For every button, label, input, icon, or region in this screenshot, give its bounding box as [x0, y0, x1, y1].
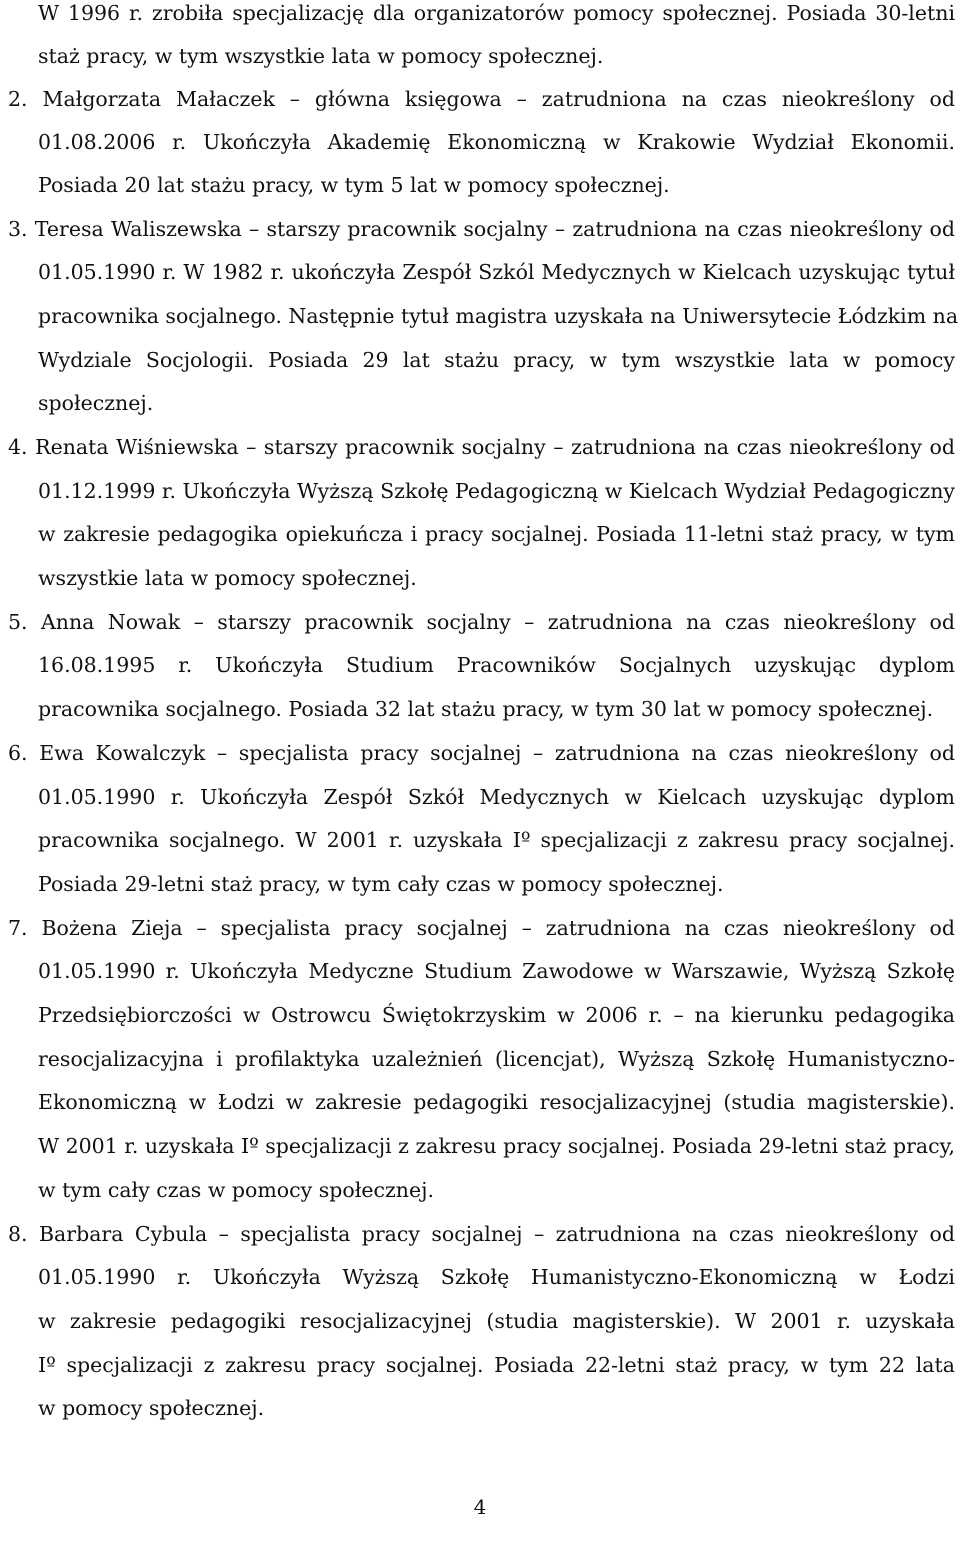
text-line: w tym cały czas w pomocy społecznej. — [38, 1178, 434, 1202]
text-line: Wydziale Socjologii. Posiada 29 lat stażu pracy, w tym wszystkie lata w pomocy — [38, 348, 955, 372]
text-line: 01.05.1990 r. Ukończyła Zespół Szkół Medycznych w Kielcach uzyskując dyplom — [38, 785, 955, 809]
text-line: 01.08.2006 r. Ukończyła Akademię Ekonomiczną w Krakowie Wydział Ekonomii. — [38, 130, 955, 154]
list-item-2-heading: 2. Małgorzata Małaczek – główna księgowa – zatrudniona na czas nieokreślony od — [8, 87, 955, 111]
text-line: W 2001 r. uzyskała Iº specjalizacji z zakresu pracy socjalnej. Posiada 29-letni staż pracy, — [38, 1134, 955, 1158]
list-item-4-heading: 4. Renata Wiśniewska – starszy pracownik socjalny – zatrudniona na czas nieokreślony od — [8, 435, 955, 459]
list-item-7-heading: 7. Bożena Zieja – specjalista pracy socjalnej – zatrudniona na czas nieokreślony od — [8, 916, 955, 940]
text-line: w pomocy społecznej. — [38, 1396, 265, 1420]
text-line: Posiada 29-letni staż pracy, w tym cały czas w pomocy społecznej. — [38, 872, 724, 896]
list-item-5-heading: 5. Anna Nowak – starszy pracownik socjalny – zatrudniona na czas nieokreślony od — [8, 610, 955, 634]
text-line: 01.05.1990 r. Ukończyła Wyższą Szkołę Humanistyczno-Ekonomiczną w Łodzi — [38, 1265, 955, 1289]
text-line: w zakresie pedagogika opiekuńcza i pracy socjalnej. Posiada 11-letni staż pracy, w tym — [38, 522, 955, 546]
text-line: pracownika socjalnego. Posiada 32 lat stażu pracy, w tym 30 lat w pomocy społecznej. — [38, 697, 934, 721]
text-line: 16.08.1995 r. Ukończyła Studium Pracowników Socjalnych uzyskując dyplom — [38, 653, 955, 677]
page-number: 4 — [473, 1495, 487, 1519]
text-line: Ekonomiczną w Łodzi w zakresie pedagogiki resocjalizacyjnej (studia magisterskie). — [38, 1090, 955, 1114]
text-line: pracownika socjalnego. Następnie tytuł magistra uzyskała na Uniwersytecie Łódzkim na — [38, 304, 959, 328]
text-line: Posiada 20 lat stażu pracy, w tym 5 lat w pomocy społecznej. — [38, 173, 670, 197]
text-line: W 1996 r. zrobiła specjalizację dla organizatorów pomocy społecznej. Posiada 30-letni — [38, 1, 955, 25]
text-line: staż pracy, w tym wszystkie lata w pomocy społecznej. — [38, 44, 604, 68]
text-line: społecznej. — [38, 391, 154, 415]
list-item-8-heading: 8. Barbara Cybula – specjalista pracy socjalnej – zatrudniona na czas nieokreślony od — [8, 1222, 955, 1246]
text-line: 01.05.1990 r. W 1982 r. ukończyła Zespół Szkól Medycznych w Kielcach uzyskując tytuł — [38, 260, 955, 284]
text-line: Iº specjalizacji z zakresu pracy socjalnej. Posiada 22-letni staż pracy, w tym 22 lata — [38, 1353, 955, 1377]
list-item-6-heading: 6. Ewa Kowalczyk – specjalista pracy socjalnej – zatrudniona na czas nieokreślony od — [8, 741, 955, 765]
text-line: wszystkie lata w pomocy społecznej. — [38, 566, 417, 590]
list-item-3-heading: 3. Teresa Waliszewska – starszy pracownik socjalny – zatrudniona na czas nieokreślony od — [8, 217, 955, 241]
text-line: 01.12.1999 r. Ukończyła Wyższą Szkołę Pedagogiczną w Kielcach Wydział Pedagogiczny — [38, 479, 955, 503]
text-line: Przedsiębiorczości w Ostrowcu Świętokrzyskim w 2006 r. – na kierunku pedagogika — [38, 1003, 955, 1027]
text-line: resocjalizacyjna i profilaktyka uzależnień (licencjat), Wyższą Szkołę Humanistyczno- — [38, 1047, 955, 1071]
text-line: w zakresie pedagogiki resocjalizacyjnej (studia magisterskie). W 2001 r. uzyskała — [38, 1309, 955, 1333]
text-line: 01.05.1990 r. Ukończyła Medyczne Studium Zawodowe w Warszawie, Wyższą Szkołę — [38, 959, 955, 983]
text-line: pracownika socjalnego. W 2001 r. uzyskała Iº specjalizacji z zakresu pracy socjalnej. — [38, 828, 955, 852]
